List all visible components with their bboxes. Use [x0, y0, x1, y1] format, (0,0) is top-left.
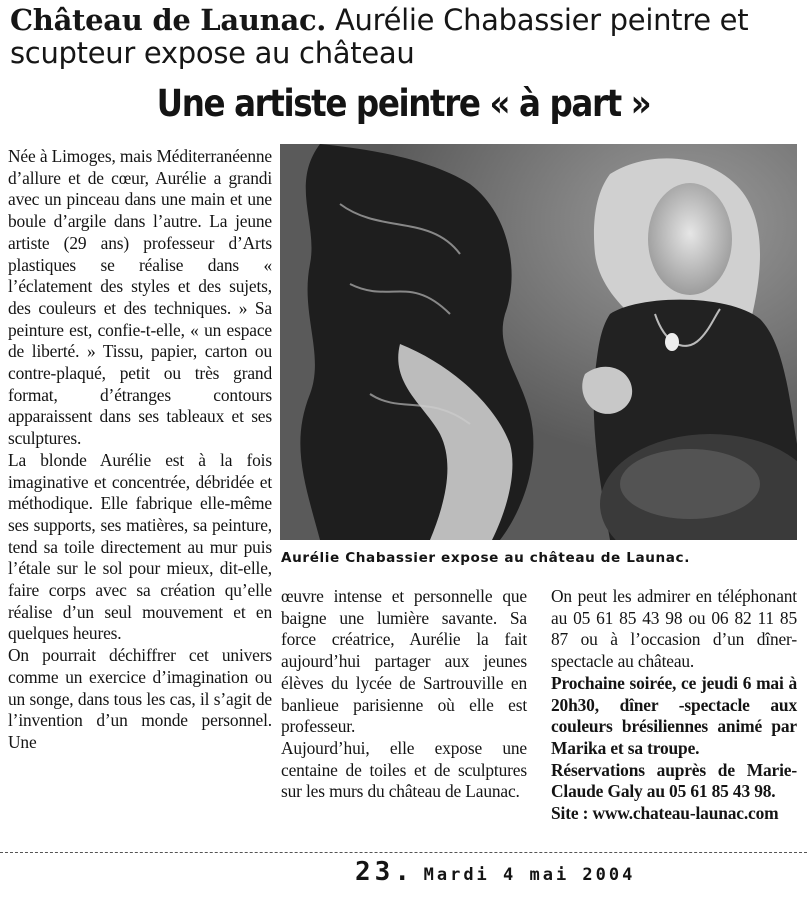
paragraph: La blonde Aurélie est à la fois imaginative et concentrée, débridée et méthodique. Elle fabrique elle-même ses supports, ses matières, sa peinture, tend sa toile directement au mur puis l’étale sur le sol pour mieux, dit-elle, faire corps avec sa création qu’elle réalise d’un seul mouvement et en quelques heures. — [8, 449, 272, 644]
footer-divider — [0, 852, 807, 854]
paragraph: œuvre intense et personnelle que baigne une lumière savante. Sa force créatrice, Aurélie la fait aujourd’hui partager aux jeunes élèves du lycée de Sartrouville en banlieue parisienne où elle est professeur. — [281, 586, 527, 737]
paragraph: On peut les admirer en téléphonant au 05 61 85 43 98 ou 06 82 11 85 87 ou à l’occasion d’un dîner-spectacle au château. — [551, 586, 797, 672]
page-number: 23 — [355, 857, 395, 887]
photo-caption: Aurélie Chabassier expose au château de Launac. — [281, 550, 690, 566]
issue-date: Mardi 4 mai 2004 — [423, 865, 636, 885]
footer-separator: . — [394, 857, 414, 887]
artist-photo — [280, 144, 797, 540]
paragraph: Aujourd’hui, elle expose une centaine de toiles et de sculptures sur les murs du château de Launac. — [281, 737, 527, 802]
article-headline: Une artiste peintre « à part » — [156, 82, 651, 125]
kicker-subtitle: Aurélie Chabassier peintre et scupteur expose au château — [10, 3, 749, 70]
kicker-place: Château de Launac. — [10, 3, 327, 37]
paragraph: Née à Limoges, mais Méditerranéenne d’allure et de cœur, Aurélie a grandi avec un pinceau dans une main et une boule d’argile dans l’autre. La jeune artiste (29 ans) professeur d’Arts plastiques se réalise dans « l’éclatement des styles et des sujets, des couleurs et des techniques. » Sa peinture est, confie-t-elle, « un espace de liberté. » Tissu, papier, carton ou contre-plaqué, petit ou très grand format, d’étranges contours apparaissent dans ses tableaux et ses sculptures. — [8, 146, 272, 449]
reservation-paragraph: Réservations auprès de Marie-Claude Galy au 05 61 85 43 98. — [551, 759, 797, 802]
article-column-2 — [281, 586, 527, 803]
paragraph: On pourrait déchiffrer cet univers comme un exercice d’imagination ou un songe, dans tous les cas, il s’agit de l’invention d’un monde personnel. Une — [8, 645, 272, 752]
artist-photo-image — [280, 144, 797, 540]
website-line: Site : www.chateau-launac.com — [551, 803, 779, 824]
page-footer — [355, 857, 635, 887]
event-paragraph: Prochaine soirée, ce jeudi 6 mai à 20h30, dîner -spectacle aux couleurs brésiliennes animé par Marika et sa troupe. — [551, 672, 797, 758]
article-kicker — [10, 4, 800, 70]
article-column-3 — [551, 586, 797, 825]
article-column-1 — [8, 146, 272, 754]
